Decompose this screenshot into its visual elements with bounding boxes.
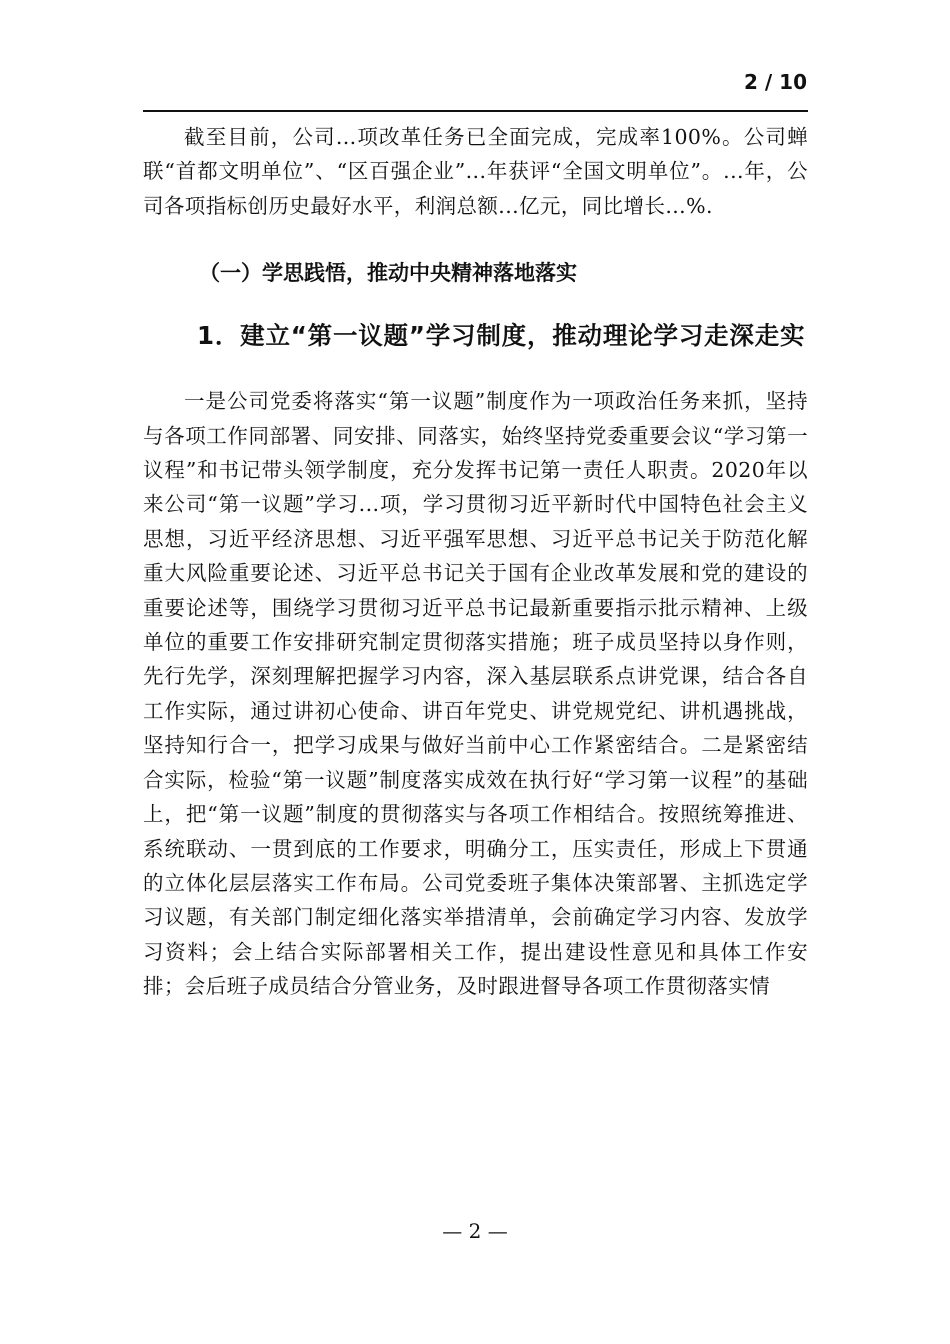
header-divider <box>143 110 808 112</box>
subsection-heading: 1．建立“第一议题”学习制度，推动理论学习走深走实 <box>197 321 806 351</box>
document-body <box>143 120 808 1004</box>
page-counter: 2 / 10 <box>744 70 807 94</box>
footer-page-number: — 2 — <box>442 1219 508 1243</box>
intro-paragraph: 截至目前，公司...项改革任务已全面完成，完成率100%。公司蝉联“首都文明单位”、“区百强企业”...年获评“全国文明单位”。...年，公司各项指标创历史最好水平，利润总额...亿元，同比增长...%. <box>143 125 808 218</box>
section-heading: （一）学思践悟，推动中央精神落地落实 <box>199 261 577 286</box>
main-paragraph: 一是公司党委将落实“第一议题”制度作为一项政治任务来抓，坚持与各项工作同部署、同安排、同落实，始终坚持党委重要会议“学习第一议程”和书记带头领学制度，充分发挥书记第一责任人职责。2020年以来公司“第一议题”学习...项，学习贯彻习近平新时代中国特色社会主义思想，习近平经济思想、习近平强军思想、习近平总书记关于防范化解重大风险重要论述、习近平总书记关于国有企业改革发展和党的建设的重要论述等，围绕学习贯彻习近平总书记最新重要指示批示精神、上级单位的重要工作安排研究制定贯彻落实措施；班子成员坚持以身作则，先行先学，深刻理解把握学习内容，深入基层联系点讲党课，结合各自工作实际，通过讲初心使命、讲百年党史、讲党规党纪、讲机遇挑战，坚持知行合一，把学习成果与做好当前中心工作紧密结合。二是紧密结合实际，检验“第一议题”制度落实成效在执行好“学习第一议程”的基础上，把“第一议题”制度的贯彻落实与各项工作相结合。按照统筹推进、系统联动、一贯到底的工作要求，明确分工，压实责任，形成上下贯通的立体化层层落实工作布局。公司党委班子集体决策部署、主抓选定学习议题，有关部门制定细化落实举措清单，会前确定学习内容、发放学习资料；会上结合实际部署相关工作，提出建设性意见和具体工作安排；会后班子成员结合分管业务，及时跟进督导各项工作贯彻落实情 <box>143 389 808 999</box>
